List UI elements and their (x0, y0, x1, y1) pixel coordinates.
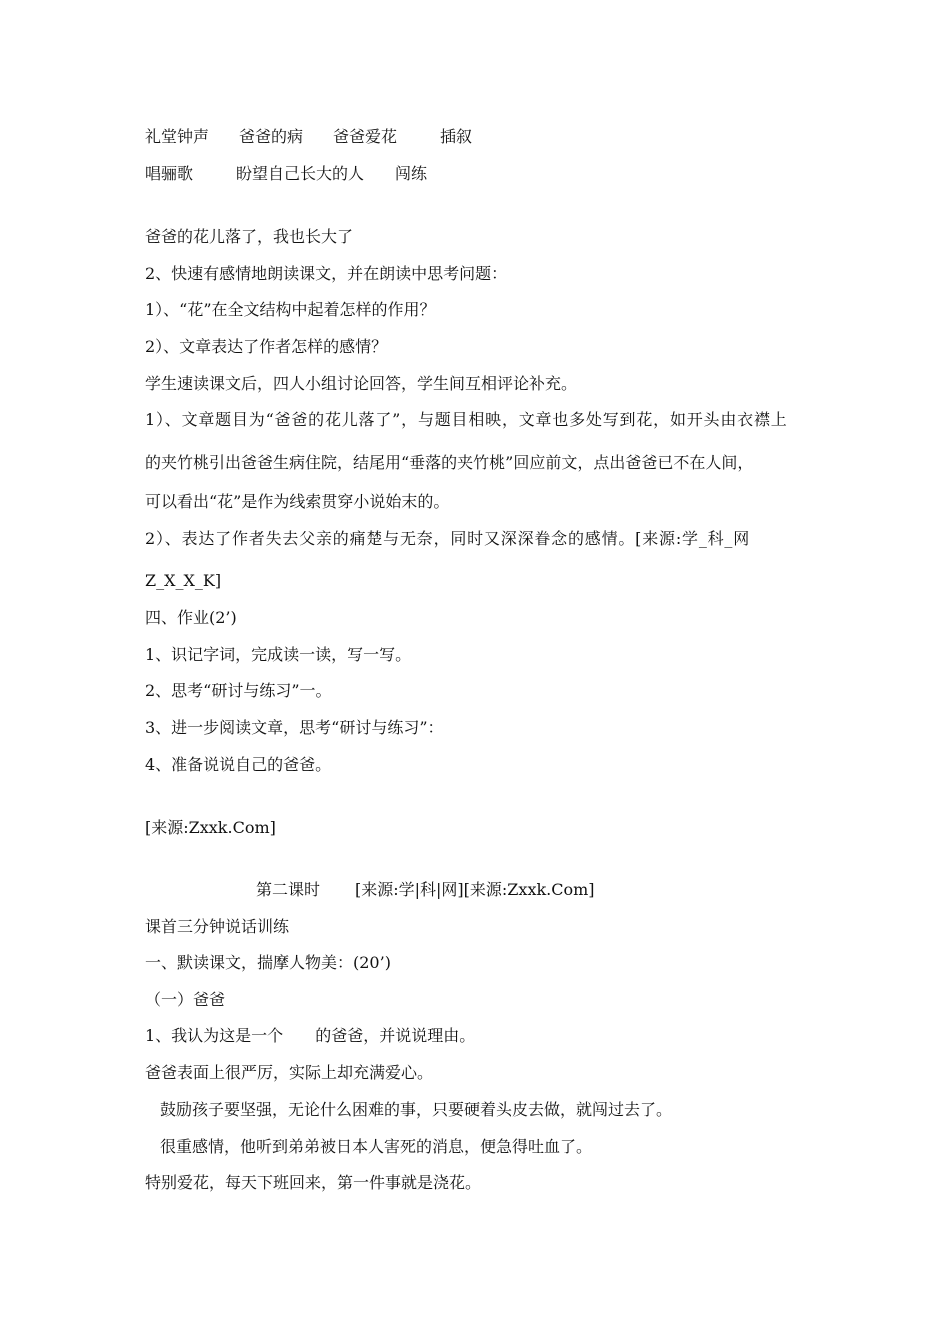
discussion-note: 学生速读课文后，四人小组讨论回答，学生间互相评论补充。 (145, 374, 578, 393)
structure-item: 爸爸爱花 (333, 127, 398, 146)
structure-row-2 (145, 164, 427, 184)
question-2: 2）、文章表达了作者怎样的感情？ (145, 337, 388, 356)
point-line: 很重感情，他听到弟弟被日本人害死的消息，便急得吐血了。 (160, 1137, 593, 1156)
theme-line: 爸爸的花儿落了，我也长大了 (145, 227, 354, 246)
structure-item: 盼望自己长大的人 (236, 164, 365, 183)
answer-1-line-3: 可以看出“花”是作为线索贯穿小说始末的。 (145, 492, 450, 511)
answer-2-line-2: Z_X_X_K] (145, 571, 222, 590)
point-line: 特别爱花，每天下班回来，第一件事就是浇花。 (145, 1173, 482, 1192)
homework-item: 2、思考“研讨与练习”一。 (145, 681, 332, 700)
structure-item: 礼堂钟声 (145, 127, 210, 146)
item-1 (145, 1026, 475, 1046)
structure-row-1 (145, 127, 472, 147)
source-note: [来源:Zxxk.Com] (145, 818, 276, 837)
structure-item: 爸爸的病 (239, 127, 304, 146)
homework-heading: 四、作业(2’) (145, 608, 237, 627)
lesson-2-heading (256, 880, 595, 900)
lesson-2-title: 第二课时 (256, 880, 321, 899)
homework-item: 3、进一步阅读文章，思考“研讨与练习”： (145, 718, 444, 737)
answer-2-line-1: 2）、表达了作者失去父亲的痛楚与无奈，同时又深深眷念的感情。[来源:学_科_网 (145, 529, 751, 548)
homework-item: 1、识记字词，完成读一读，写一写。 (145, 645, 412, 664)
homework-item: 4、准备说说自己的爸爸。 (145, 755, 332, 774)
warmup-line: 课首三分钟说话训练 (145, 917, 290, 936)
item-1-start: 1、我认为这是一个 (145, 1026, 284, 1045)
structure-item: 插叙 (440, 127, 473, 146)
task-2: 2、快速有感情地朗读课文，并在朗读中思考问题： (145, 264, 508, 283)
answer-1-line-1: 1）、文章题目为“爸爸的花儿落了”，与题目相映，文章也多处写到花，如开头由衣襟上 (145, 410, 788, 429)
item-1-end: 的爸爸，并说说理由。 (315, 1026, 476, 1045)
structure-item: 闯练 (395, 164, 428, 183)
section-1-heading: 一、默读课文，揣摩人物美：(20’) (145, 953, 391, 972)
subsection-father: （一）爸爸 (145, 990, 226, 1009)
structure-item: 唱骊歌 (145, 164, 194, 183)
answer-1-line-2: 的夹竹桃引出爸爸生病住院，结尾用“垂落的夹竹桃”回应前文，点出爸爸已不在人间， (145, 453, 754, 472)
point-line: 爸爸表面上很严厉，实际上却充满爱心。 (145, 1063, 434, 1082)
question-1: 1）、“花”在全文结构中起着怎样的作用？ (145, 300, 436, 319)
lesson-2-source: [来源:学|科|网][来源:Zxxk.Com] (355, 880, 595, 899)
point-line: 鼓励孩子要坚强，无论什么困难的事，只要硬着头皮去做，就闯过去了。 (160, 1100, 673, 1119)
